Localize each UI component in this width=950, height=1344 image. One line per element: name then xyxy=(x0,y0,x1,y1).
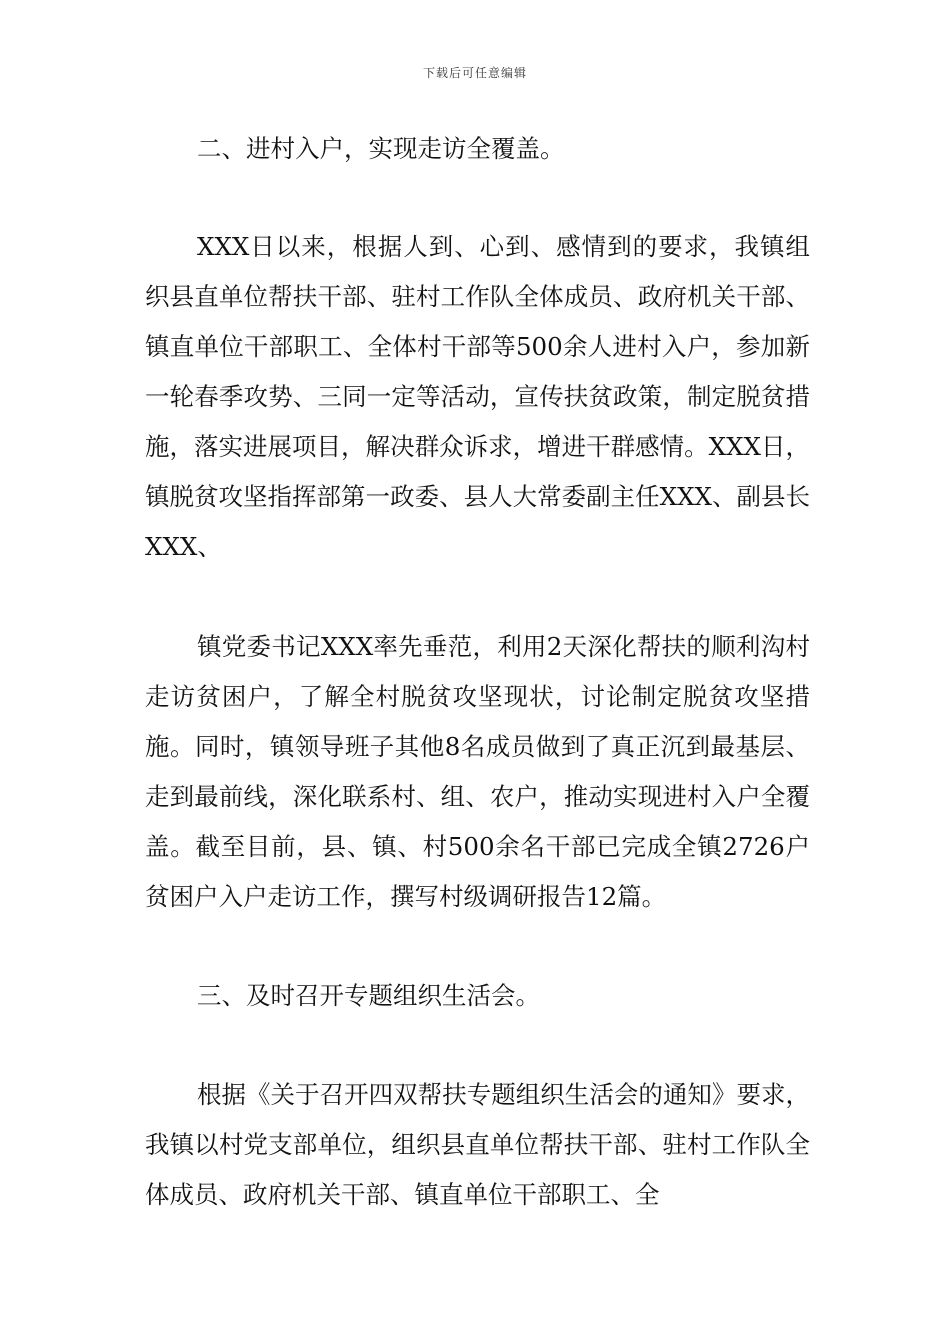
section-heading-3: 三、及时召开专题组织生活会。 xyxy=(197,981,540,1010)
page-header-note: 下载后可任意编辑 xyxy=(422,66,527,80)
section-heading-2: 二、进村入户，实现走访全覆盖。 xyxy=(197,134,565,163)
paragraph-2: 镇党委书记XXX率先垂范，利用2天深化帮扶的顺利沟村走访贫困户，了解全村脱贫攻坚现状，讨论制定脱贫攻坚措施。同时，镇领导班子其他8名成员做到了真正沉到最基层、走到最前线，深化联系村、组、农户，推动实现进村入户全覆盖。截至目前，县、镇、村500余名干部已完成全镇2726户贫困户入户走访工作，撰写村级调研报告12篇。 xyxy=(145,632,810,911)
paragraph-1: XXX日以来，根据人到、心到、感情到的要求，我镇组织县直单位帮扶干部、驻村工作队全体成员、政府机关干部、镇直单位干部职工、全体村干部等500余人进村入户，参加新一轮春季攻势、三同一定等活动，宣传扶贫政策，制定脱贫措施，落实进展项目，解决群众诉求，增进干群感情。XXX日，镇脱贫攻坚指挥部第一政委、县人大常委副主任XXX、副县长XXX、 xyxy=(145,232,810,561)
paragraph-3: 根据《关于召开四双帮扶专题组织生活会的通知》要求，我镇以村党支部单位，组织县直单位帮扶干部、驻村工作队全体成员、政府机关干部、镇直单位干部职工、全 xyxy=(145,1080,810,1209)
